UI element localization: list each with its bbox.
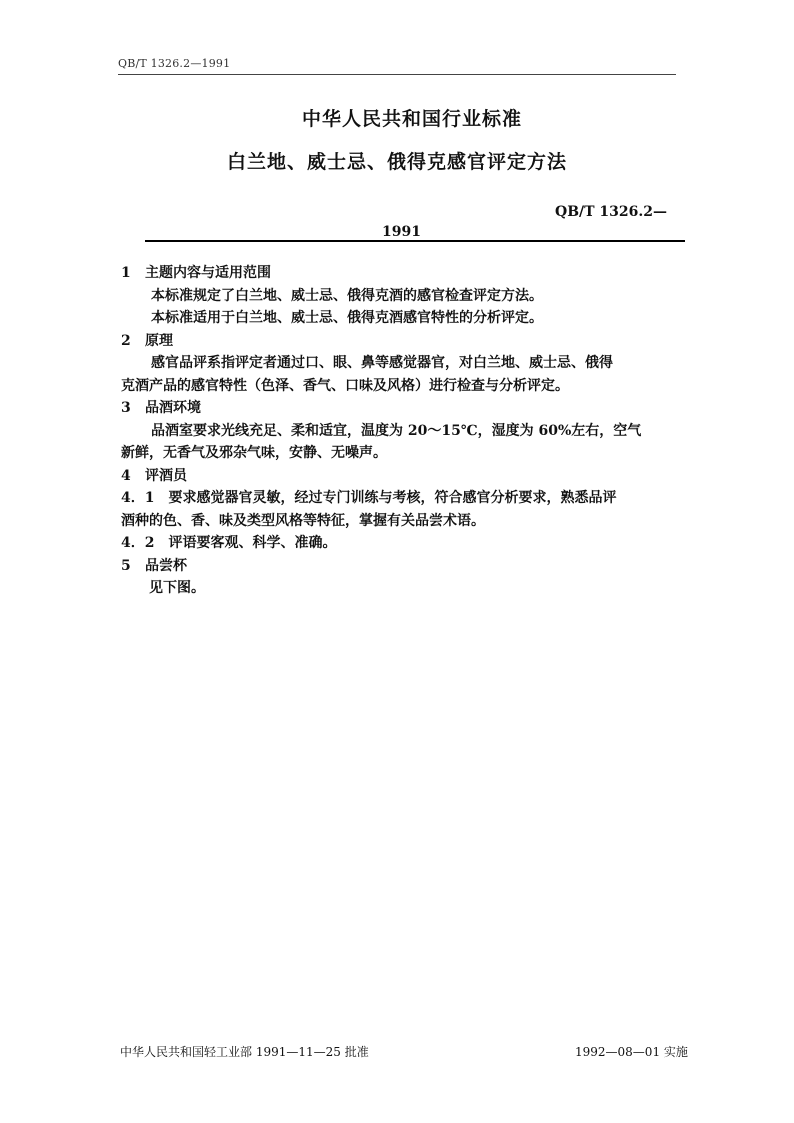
section-title: 品尝杯 xyxy=(145,557,187,574)
section-number: 1 xyxy=(121,265,131,281)
section-heading-1 xyxy=(121,262,681,285)
section-title: 品酒环境 xyxy=(145,400,201,416)
running-header-code: QB/T 1326.2—1991 xyxy=(118,57,231,70)
document-body xyxy=(121,262,681,600)
section-heading-3 xyxy=(121,397,681,420)
section-title: 原理 xyxy=(145,332,173,349)
section-title: 评酒员 xyxy=(145,467,187,484)
section-number: 5 xyxy=(121,557,131,574)
section-heading-5 xyxy=(121,555,681,578)
section-number: 2 xyxy=(121,332,131,349)
section-heading-2 xyxy=(121,330,681,353)
section-title: 主题内容与适用范围 xyxy=(145,265,271,281)
paragraph: 品酒室要求光线充足、柔和适宜，温度为 20～15℃，湿度为 60%左右，空气 xyxy=(151,422,642,439)
standard-code: QB/T 1326.2— xyxy=(555,204,668,220)
header-rule xyxy=(118,74,676,75)
paragraph-continuation: 酒种的色、香、味及类型风格等特征，掌握有关品尝术语。 xyxy=(121,512,485,529)
document-title-category: 中华人民共和国行业标准 xyxy=(301,108,522,130)
section-number: 4 xyxy=(121,467,131,484)
paragraph-continuation: 克酒产品的感官特性（色泽、香气、口味及风格）进行检查与分析评定。 xyxy=(121,377,569,394)
paragraph: 见下图。 xyxy=(149,580,205,596)
paragraph: 本标准适用于白兰地、威士忌、俄得克酒感官特性的分析评定。 xyxy=(151,310,543,326)
section-heading-4 xyxy=(121,465,681,488)
effective-date-note: 1992—08—01 实施 xyxy=(575,1045,688,1059)
title-rule xyxy=(145,240,685,242)
subsection-4-2: 4．2 评语要客观、科学、准确。 xyxy=(121,535,337,551)
subsection-4-1: 4．1 要求感觉器官灵敏，经过专门训练与考核，符合感官分析要求，熟悉品评 xyxy=(121,490,617,506)
paragraph-continuation: 新鲜，无香气及邪杂气味，安静、无噪声。 xyxy=(121,445,387,461)
document-title: 白兰地、威士忌、俄得克感官评定方法 xyxy=(226,151,567,173)
section-number: 3 xyxy=(121,400,131,416)
approval-note: 中华人民共和国轻工业部 1991—11—25 批准 xyxy=(120,1045,369,1059)
paragraph: 本标准规定了白兰地、威士忌、俄得克酒的感官检查评定方法。 xyxy=(151,287,543,304)
standard-year: 1991 xyxy=(382,224,421,240)
paragraph: 感官品评系指评定者通过口、眼、鼻等感觉器官，对白兰地、威士忌、俄得 xyxy=(151,355,613,371)
